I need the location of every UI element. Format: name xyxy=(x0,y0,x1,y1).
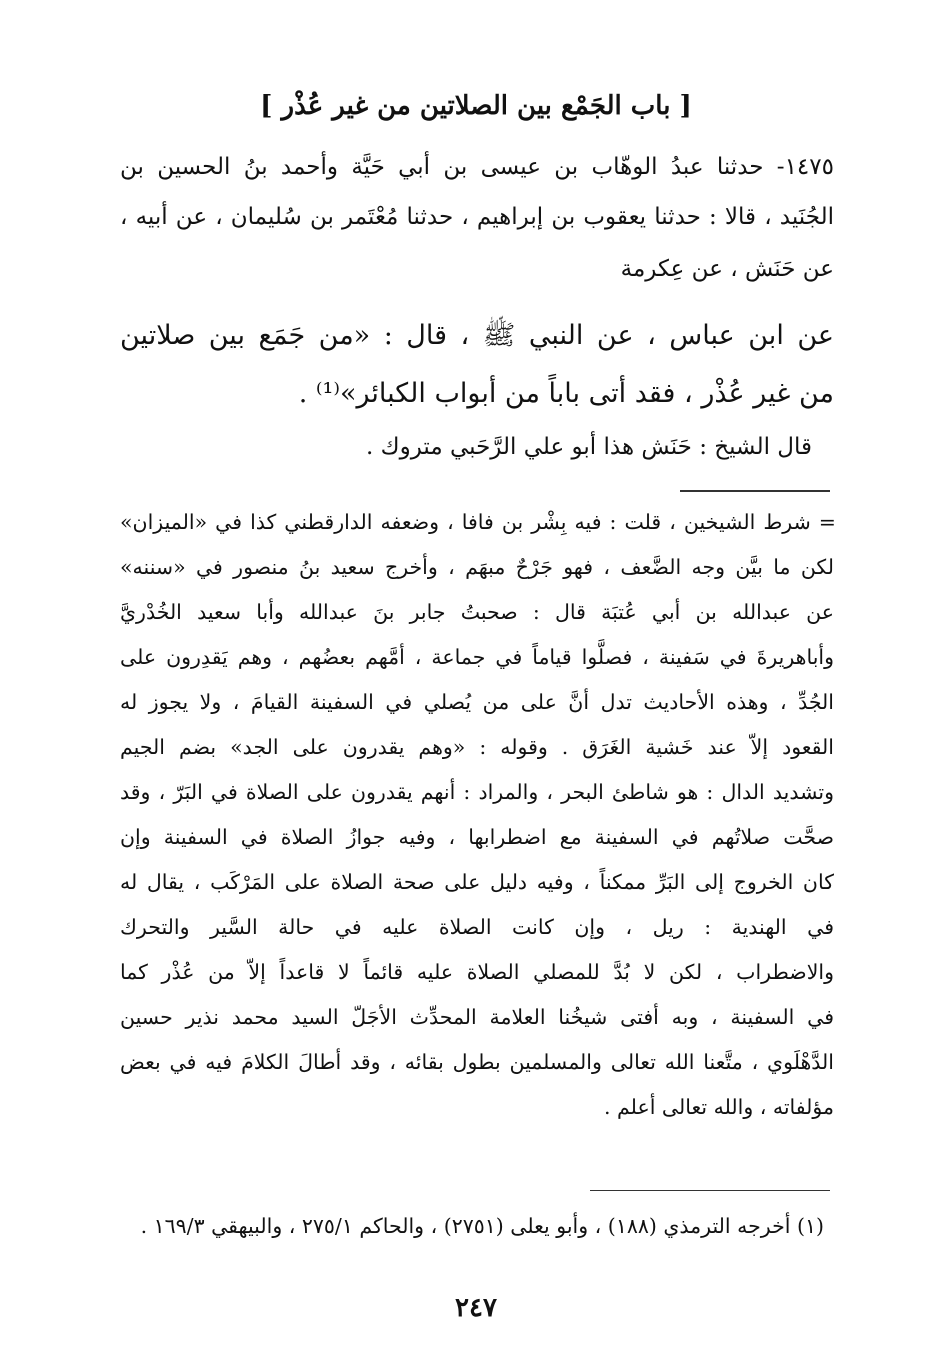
footnote-separator xyxy=(590,1190,830,1191)
isnad-line: عن حَنَش ، عن عِكرمة xyxy=(620,256,834,282)
commentary-line: وتشديد الدال : هو شاطئ البحر ، والمراد : أنهم يقدرون على الصلاة في البَرّ ، وقد xyxy=(120,780,834,804)
commentary-line: وأباهريرةَ في سَفينة ، فصلَّوا قياماً في جماعة ، أمَّهم بعضُهم ، وهم يَقدِرون على xyxy=(120,645,834,669)
commentary-line: صحَّت صلاتُهم في السفينة مع اضطرابها ، وفيه جوازُ الصلاة في السفينة وإن xyxy=(120,825,834,849)
commentary-line: والاضطراب ، لكن لا بُدَّ للمصلي الصلاة عليه قائماً لا قاعداً إلاّ من عُذْر كما xyxy=(120,960,834,984)
commentary-line: كان الخروج إلى البَرِّ ممكناً ، وفيه دليل على صحة الصلاة على المَرْكَب ، يقال له xyxy=(120,870,834,894)
page-number: ٢٤٧ xyxy=(455,1293,497,1323)
matn-line: عن ابن عباس ، عن النبي ﷺ ، قال : «من جَمَع بين صلاتين xyxy=(120,320,834,351)
shaykh-comment: قال الشيخ : حَنَش هذا أبو علي الرَّحَبي متروك . xyxy=(366,434,812,460)
commentary-line: لكن ما بيَّن وجه الضَّعف ، فهو جَرْحٌ مبهَم ، وأخرج سعيد بنُ منصور في «سننه» xyxy=(120,555,834,579)
commentary-separator xyxy=(680,490,830,492)
commentary-line: في السفينة ، وبه أفتى شيخُنا العلامة المحدِّث الأجَلّ السيد محمد نذير حسين xyxy=(120,1005,834,1029)
commentary-line: الجُدِّ ، وهذه الأحاديث تدل أنَّ على من يُصلي في السفينة القيامَ ، ولا يجوز له xyxy=(120,690,834,714)
matn-line: من غير عُذْر ، فقد أتى باباً من أبواب الكبائر»⁽¹⁾ . xyxy=(298,378,834,409)
commentary-line: في الهندية : ريل ، وإن كانت الصلاة عليه في حالة السَّير والتحرك xyxy=(120,915,834,939)
isnad-line: الجُنَيد ، قالا : حدثنا يعقوب بن إبراهيم ، حدثنا مُعْتَمر بن سُليمان ، عن أبيه ، xyxy=(120,204,834,230)
footnote: (١) أخرجه الترمذي (١٨٨) ، وأبو يعلى (٢٧٥١) ، والحاكم ٢٧٥/١ ، والبيهقي ١٦٩/٣ . xyxy=(140,1214,824,1238)
chapter-heading: [ باب الجَمْع بين الصلاتين من غير عُذْر ] xyxy=(260,91,692,121)
commentary-line: = شرط الشيخين ، قلت : فيه بِشْر بن فافا ، وضعفه الدارقطني كذا في «الميزان» xyxy=(120,510,836,534)
isnad-line: ١٤٧٥- حدثنا عبدُ الوهّاب بن عيسى بن أبي حَيَّة وأحمد بنُ الحسين بن xyxy=(120,154,834,180)
commentary-line: القعود إلاّ عند خَشية الغَرَق . وقوله : «وهم يقدرون على الجد» بضم الجيم xyxy=(120,735,834,759)
commentary-line: عن عبدالله بن أبي عُتبَة قال : صحبتُ جابر بنَ عبدالله وأبا سعيد الخُدْريَّ xyxy=(120,600,834,624)
commentary-line: الدَّهْلَوي ، متَّعنا الله تعالى والمسلمين بطول بقائه ، وقد أطالَ الكلامَ فيه في بعض xyxy=(120,1050,834,1074)
commentary-line: مؤلفاته ، والله تعالى أعلم . xyxy=(604,1095,834,1119)
